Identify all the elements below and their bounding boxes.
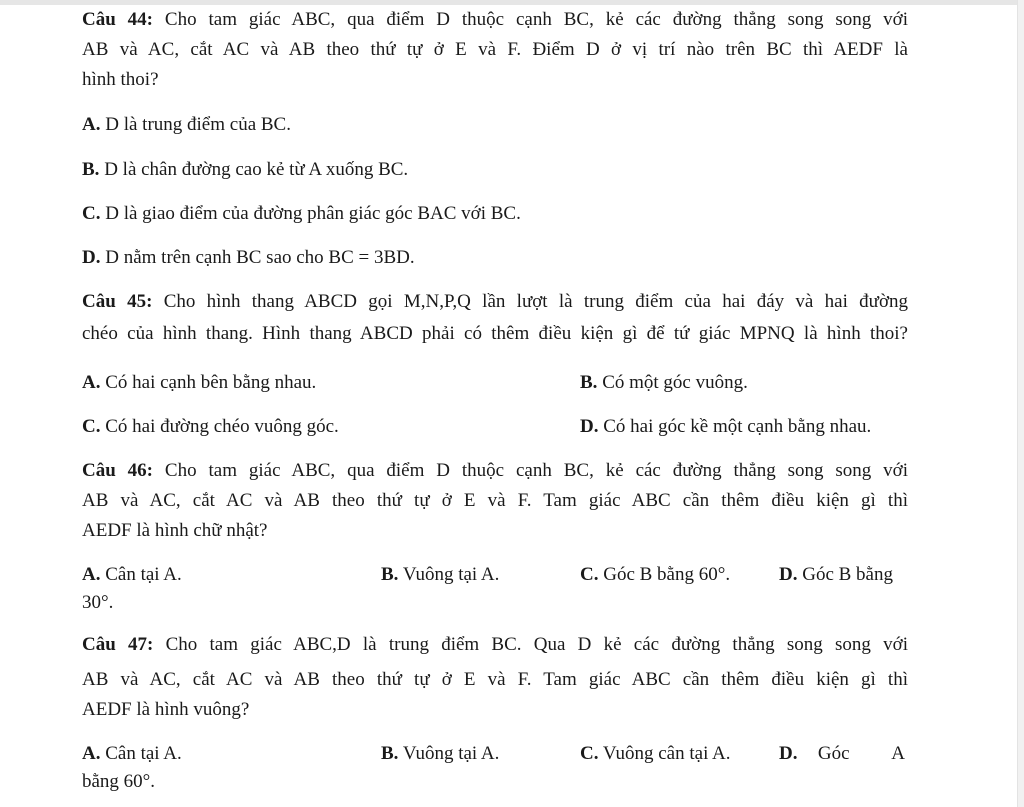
question-text-line: AB và AC, cắt AC và AB theo thứ tự ở E và F. Điểm D ở vị trí nào trên BC thì AEDF là xyxy=(82,39,908,60)
option-d[interactable]: D. Góc A xyxy=(779,743,905,764)
question-text-line: chéo của hình thang. Hình thang ABCD phải có thêm điều kiện gì để tứ giác MPNQ là hình thoi? xyxy=(82,323,908,344)
question-label: Câu 47: xyxy=(82,634,154,655)
option-c[interactable]: C. Góc B bằng 60°. xyxy=(580,564,731,585)
question-label: Câu 46: xyxy=(82,460,154,481)
question-label: Câu 44: xyxy=(82,9,154,30)
option-a[interactable]: A. Cân tại A. xyxy=(82,564,182,585)
option-a[interactable]: A. Cân tại A. xyxy=(82,743,182,764)
question-text-line: AEDF là hình vuông? xyxy=(82,699,250,720)
option-b[interactable]: B. Vuông tại A. xyxy=(381,743,500,764)
question-text-line: Câu 46: Cho tam giác ABC, qua điểm D thuộc cạnh BC, kẻ các đường thẳng song song với xyxy=(82,460,908,481)
option-d-continuation: 30°. xyxy=(82,592,114,613)
option-c[interactable]: C. Có hai đường chéo vuông góc. xyxy=(82,416,339,437)
question-text-line: Câu 44: Cho tam giác ABC, qua điểm D thuộc cạnh BC, kẻ các đường thẳng song song với xyxy=(82,9,908,30)
window-top-border xyxy=(0,0,1024,5)
question-text-line: AB và AC, cắt AC và AB theo thứ tự ở E và F. Tam giác ABC cần thêm điều kiện gì thì xyxy=(82,490,908,511)
question-label: Câu 45: xyxy=(82,291,153,312)
question-text-line: Câu 45: Cho hình thang ABCD gọi M,N,P,Q lần lượt là trung điểm của hai đáy và hai đường xyxy=(82,291,908,312)
option-b[interactable]: B. Vuông tại A. xyxy=(381,564,500,585)
option-b[interactable]: B. Có một góc vuông. xyxy=(580,372,748,393)
option-a[interactable]: A. Có hai cạnh bên bằng nhau. xyxy=(82,372,317,393)
option-c[interactable]: C. Vuông cân tại A. xyxy=(580,743,731,764)
option-d[interactable]: D. D nằm trên cạnh BC sao cho BC = 3BD. xyxy=(82,247,415,268)
option-d[interactable]: D. Có hai góc kề một cạnh bằng nhau. xyxy=(580,416,872,437)
question-text-line: AB và AC, cắt AC và AB theo thứ tự ở E và F. Tam giác ABC cần thêm điều kiện gì thì xyxy=(82,669,908,690)
scrollbar-track[interactable] xyxy=(1017,0,1024,807)
option-c[interactable]: C. D là giao điểm của đường phân giác góc BAC với BC. xyxy=(82,203,521,224)
option-d-continuation: bằng 60°. xyxy=(82,771,156,792)
option-b[interactable]: B. D là chân đường cao kẻ từ A xuống BC. xyxy=(82,159,409,180)
question-text-line: hình thoi? xyxy=(82,69,159,90)
question-text-line: AEDF là hình chữ nhật? xyxy=(82,520,268,541)
option-d[interactable]: D. Góc B bằng xyxy=(779,564,893,585)
question-text-line: Câu 47: Cho tam giác ABC,D là trung điểm BC. Qua D kẻ các đường thẳng song song với xyxy=(82,634,908,655)
option-a[interactable]: A. D là trung điểm của BC. xyxy=(82,114,291,135)
